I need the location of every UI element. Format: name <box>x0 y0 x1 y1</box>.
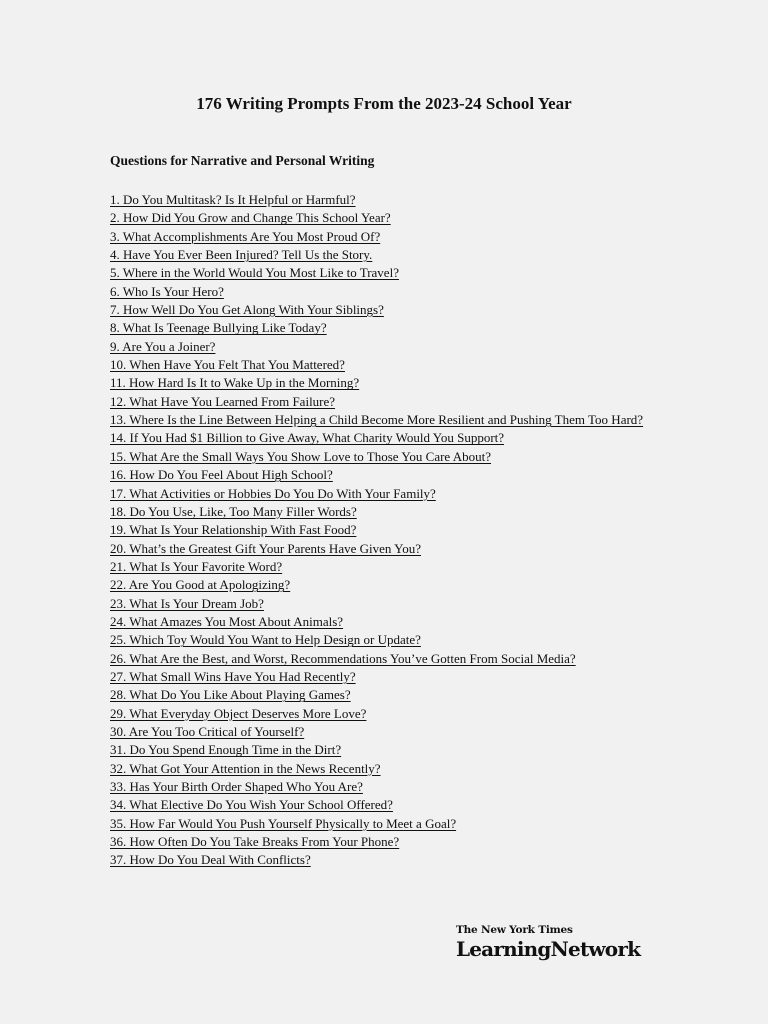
prompt-item <box>110 209 655 227</box>
prompt-link[interactable]: 25. Which Toy Would You Want to Help Design or Update? <box>110 632 421 648</box>
prompt-item <box>110 741 655 759</box>
prompt-link[interactable]: 15. What Are the Small Ways You Show Love to Those You Care About? <box>110 448 492 464</box>
prompt-link[interactable]: 10. When Have You Felt That You Mattered? <box>110 357 345 373</box>
prompt-item <box>110 686 655 704</box>
publisher-wordmark: The New York Times <box>456 924 573 936</box>
prompt-item <box>110 301 655 319</box>
prompt-item <box>110 521 655 539</box>
prompt-item <box>110 411 655 429</box>
prompt-link[interactable]: 20. What’s the Greatest Gift Your Parents Have Given You? <box>110 540 421 556</box>
prompt-link[interactable]: 7. How Well Do You Get Along With Your Siblings? <box>110 302 384 318</box>
prompt-item <box>110 558 655 576</box>
prompt-item <box>110 851 655 869</box>
prompt-item <box>110 319 655 337</box>
prompt-link[interactable]: 22. Are You Good at Apologizing? <box>110 577 291 593</box>
prompt-item <box>110 283 655 301</box>
nyt-learning-network-logo <box>456 924 676 961</box>
prompt-link[interactable]: 12. What Have You Learned From Failure? <box>110 393 336 409</box>
prompt-link[interactable]: 1. Do You Multitask? Is It Helpful or Harmful? <box>110 192 356 207</box>
prompt-link[interactable]: 11. How Hard Is It to Wake Up in the Morning? <box>110 375 360 391</box>
prompt-item <box>110 485 655 503</box>
prompt-item <box>110 778 655 796</box>
prompt-link[interactable]: 23. What Is Your Dream Job? <box>110 595 264 611</box>
prompt-link[interactable]: 26. What Are the Best, and Worst, Recommendations You’ve Gotten From Social Media? <box>110 650 576 666</box>
document-title: 176 Writing Prompts From the 2023-24 School Year <box>196 94 572 113</box>
prompt-link[interactable]: 24. What Amazes You Most About Animals? <box>110 613 344 629</box>
prompt-item <box>110 833 655 851</box>
prompt-item <box>110 723 655 741</box>
prompt-link[interactable]: 30. Are You Too Critical of Yourself? <box>110 723 305 739</box>
prompt-item <box>110 264 655 282</box>
prompt-item <box>110 393 655 411</box>
product-wordmark: LearningNetwork <box>456 937 641 961</box>
prompt-item <box>110 448 655 466</box>
prompt-link[interactable]: 36. How Often Do You Take Breaks From Your Phone? <box>110 834 400 850</box>
prompt-link[interactable]: 9. Are You a Joiner? <box>110 338 216 354</box>
prompt-item <box>110 503 655 521</box>
prompt-item <box>110 356 655 374</box>
prompt-item <box>110 228 655 246</box>
prompt-link[interactable]: 21. What Is Your Favorite Word? <box>110 558 283 574</box>
prompt-link[interactable]: 5. Where in the World Would You Most Like to Travel? <box>110 265 399 281</box>
prompt-item <box>110 466 655 484</box>
prompt-link[interactable]: 32. What Got Your Attention in the News Recently? <box>110 760 381 776</box>
prompt-link[interactable]: 34. What Elective Do You Wish Your School Offered? <box>110 797 393 813</box>
prompt-link[interactable]: 19. What Is Your Relationship With Fast Food? <box>110 522 357 538</box>
prompt-item <box>110 668 655 686</box>
prompt-item <box>110 191 655 209</box>
prompt-item <box>110 760 655 778</box>
prompt-link[interactable]: 6. Who Is Your Hero? <box>110 283 224 299</box>
prompt-link[interactable]: 4. Have You Ever Been Injured? Tell Us the Story. <box>110 247 373 263</box>
prompt-link[interactable]: 28. What Do You Like About Playing Games? <box>110 687 351 703</box>
prompt-item <box>110 595 655 613</box>
prompt-item <box>110 815 655 833</box>
prompt-link[interactable]: 3. What Accomplishments Are You Most Proud Of? <box>110 228 381 244</box>
prompt-item <box>110 650 655 668</box>
prompt-link[interactable]: 16. How Do You Feel About High School? <box>110 467 333 483</box>
prompt-link[interactable]: 37. How Do You Deal With Conflicts? <box>110 852 311 868</box>
prompt-link[interactable]: 18. Do You Use, Like, Too Many Filler Words? <box>110 503 357 519</box>
prompt-item <box>110 796 655 814</box>
prompt-item <box>110 246 655 264</box>
prompt-item <box>110 613 655 631</box>
prompt-item <box>110 540 655 558</box>
prompt-link[interactable]: 17. What Activities or Hobbies Do You Do With Your Family? <box>110 485 436 501</box>
prompt-item <box>110 338 655 356</box>
prompt-item <box>110 631 655 649</box>
prompt-link[interactable]: 27. What Small Wins Have You Had Recently? <box>110 668 356 684</box>
prompt-link[interactable]: 13. Where Is the Line Between Helping a Child Become More Resilient and Pushing Them Too Hard? <box>110 412 644 428</box>
prompt-item <box>110 576 655 594</box>
section-heading: Questions for Narrative and Personal Writing <box>110 153 375 168</box>
prompt-link[interactable]: 8. What Is Teenage Bullying Like Today? <box>110 320 327 336</box>
prompt-link[interactable]: 14. If You Had $1 Billion to Give Away, What Charity Would You Support? <box>110 430 505 446</box>
prompt-link[interactable]: 2. How Did You Grow and Change This School Year? <box>110 210 391 226</box>
prompt-link[interactable]: 29. What Everyday Object Deserves More Love? <box>110 705 367 721</box>
prompt-link[interactable]: 33. Has Your Birth Order Shaped Who You Are? <box>110 779 363 794</box>
prompt-item <box>110 374 655 392</box>
prompt-item <box>110 429 655 447</box>
prompt-item <box>110 705 655 723</box>
prompt-list <box>110 191 655 870</box>
prompt-link[interactable]: 35. How Far Would You Push Yourself Physically to Meet a Goal? <box>110 815 457 831</box>
prompt-link[interactable]: 31. Do You Spend Enough Time in the Dirt? <box>110 742 342 758</box>
